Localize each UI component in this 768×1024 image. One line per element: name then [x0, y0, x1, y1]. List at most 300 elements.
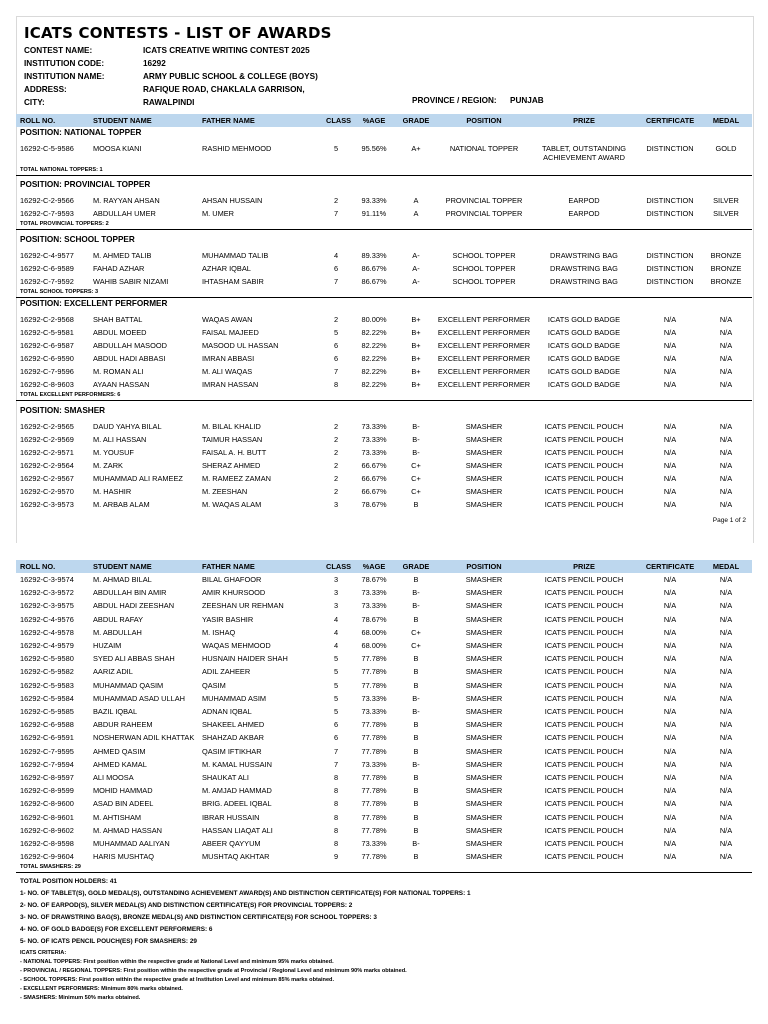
cell-position: EXCELLENT PERFORMER: [437, 380, 531, 389]
section-heading: POSITION: PROVINCIAL TOPPER: [20, 180, 151, 189]
cell-roll-no: 16292-C-6-9587: [20, 341, 74, 350]
table-header: [16, 560, 752, 573]
cell-class: 7: [333, 277, 339, 286]
cell-position: SMASHER: [465, 812, 503, 822]
cell-class: 5: [333, 328, 339, 337]
cell-father-name: M. RAMEEZ ZAMAN: [202, 474, 271, 483]
cell-grade: B: [413, 773, 419, 782]
cell-student-name: M. RAYYAN AHSAN: [93, 196, 160, 205]
cell-student-name: MUHAMMAD ASAD ULLAH: [93, 693, 185, 703]
cell-father-name: IMRAN ABBASI: [202, 354, 255, 363]
cell-father-name: IBRAR HUSSAIN: [202, 812, 260, 822]
cell-student-name: BAZIL IQBAL: [93, 707, 138, 716]
criteria-line: - EXCELLENT PERFORMERS: Minimum 80% marks obtained.: [20, 986, 183, 992]
header-percentage: %AGE: [362, 116, 386, 125]
cell-prize: ICATS PENCIL POUCH: [544, 707, 624, 716]
cell-position: SMASHER: [465, 474, 503, 483]
section-heading: POSITION: NATIONAL TOPPER: [20, 128, 142, 137]
table-row: [16, 824, 752, 837]
cell-medal: N/A: [719, 641, 733, 650]
cell-certificate: N/A: [663, 341, 677, 350]
cell-student-name: ABDULLAH MASOOD: [93, 341, 167, 350]
cell-father-name: IHTASHAM SABIR: [202, 277, 264, 286]
cell-class: 2: [333, 448, 339, 457]
cell-roll-no: 16292-C-5-9582: [20, 667, 74, 677]
info-label: INSTITUTION CODE:: [24, 59, 105, 68]
cell-prize: ICATS PENCIL POUCH: [544, 825, 624, 835]
cell-student-name: ASAD BIN ADEEL: [93, 799, 154, 809]
cell-father-name: AHSAN HUSSAIN: [202, 196, 263, 205]
cell-grade: A: [413, 196, 419, 205]
cell-student-name: ABDULLAH BIN AMIR: [93, 588, 167, 598]
cell-medal: N/A: [719, 588, 733, 598]
cell-student-name: ABDUR RAHEEM: [93, 720, 153, 730]
table-row: [16, 718, 752, 731]
cell-percentage: 73.33%: [361, 588, 387, 598]
cell-medal: N/A: [719, 461, 733, 470]
cell-percentage: 77.78%: [361, 746, 387, 756]
cell-father-name: AMIR KHURSOOD: [202, 588, 266, 598]
cell-class: 9: [333, 852, 339, 862]
cell-certificate: N/A: [663, 746, 677, 756]
cell-father-name: ZEESHAN UR REHMAN: [202, 601, 284, 611]
cell-roll-no: 16292-C-8-9598: [20, 839, 74, 848]
table-row: [16, 586, 752, 599]
cell-prize: DRAWSTRING BAG: [550, 264, 618, 273]
cell-class: 3: [333, 601, 339, 611]
cell-certificate: DISTINCTION: [646, 251, 694, 260]
cell-student-name: AHMED KAMAL: [93, 759, 147, 769]
cell-prize: ICATS GOLD BADGE: [547, 328, 621, 337]
criteria-line: - PROVINCIAL / REGIONAL TOPPERS: First position within the respective grade at Provincial / Regional Level and minimum 90% marks obtained.: [20, 968, 407, 974]
header-prize: PRIZE: [573, 116, 595, 125]
cell-certificate: N/A: [663, 759, 677, 769]
cell-student-name: SYED ALI ABBAS SHAH: [93, 654, 175, 664]
cell-class: 2: [333, 422, 339, 431]
cell-roll-no: 16292-C-2-9567: [20, 474, 74, 483]
table-row: [16, 352, 752, 365]
cell-grade: C+: [411, 641, 421, 650]
cell-prize: ICATS PENCIL POUCH: [544, 786, 624, 796]
cell-father-name: BILAL GHAFOOR: [202, 575, 262, 584]
cell-position: SMASHER: [465, 799, 503, 809]
table-row: [16, 771, 752, 784]
cell-class: 7: [333, 367, 339, 376]
cell-class: 8: [333, 839, 339, 848]
cell-roll-no: 16292-C-8-9600: [20, 799, 74, 809]
cell-father-name: YASIR BASHIR: [202, 614, 254, 624]
cell-certificate: N/A: [663, 315, 677, 324]
info-value: 16292: [143, 59, 166, 68]
cell-student-name: M. AHMAD BILAL: [93, 575, 152, 584]
cell-father-name: MUHAMMAD ASIM: [202, 693, 267, 703]
section-divider: [16, 400, 752, 401]
cell-medal: N/A: [719, 435, 733, 444]
cell-father-name: M. ALI WAQAS: [202, 367, 253, 376]
cell-grade: C+: [411, 461, 421, 470]
cell-certificate: N/A: [663, 380, 677, 389]
cell-roll-no: 16292-C-5-9585: [20, 707, 74, 716]
header-father-name: FATHER NAME: [202, 116, 255, 125]
cell-roll-no: 16292-C-5-9580: [20, 654, 74, 664]
cell-student-name: ALI MOOSA: [93, 773, 134, 782]
cell-medal: N/A: [719, 852, 733, 862]
cell-class: 8: [333, 786, 339, 796]
cell-medal: N/A: [719, 487, 733, 496]
cell-grade: B-: [412, 839, 420, 848]
cell-father-name: M. WAQAS ALAM: [202, 500, 262, 509]
cell-percentage: 73.33%: [361, 839, 387, 848]
cell-medal: N/A: [719, 601, 733, 611]
cell-class: 3: [333, 575, 339, 584]
cell-certificate: N/A: [663, 474, 677, 483]
header-position: POSITION: [466, 116, 502, 125]
cell-medal: BRONZE: [710, 264, 742, 273]
cell-father-name: QASIM: [202, 680, 226, 690]
cell-medal: N/A: [719, 474, 733, 483]
summary-line: 4- NO. OF GOLD BADGE(S) FOR EXCELLENT PERFORMERS: 6: [20, 926, 213, 933]
header-class: CLASS: [326, 562, 352, 571]
cell-father-name: QASIM IFTIKHAR: [202, 746, 262, 756]
cell-roll-no: 16292-C-8-9602: [20, 825, 74, 835]
page-title: ICATS CONTESTS - LIST OF AWARDS: [24, 24, 332, 42]
cell-student-name: AYAAN HASSAN: [93, 380, 150, 389]
cell-medal: N/A: [719, 680, 733, 690]
cell-certificate: N/A: [663, 799, 677, 809]
cell-percentage: 86.67%: [361, 277, 387, 286]
cell-medal: N/A: [719, 654, 733, 664]
section-total: TOTAL EXCELLENT PERFORMERS: 6: [20, 392, 121, 398]
cell-father-name: MASOOD UL HASSAN: [202, 341, 279, 350]
page-gap: [0, 543, 768, 558]
info-value: RAFIQUE ROAD, CHAKLALA GARRISON,: [143, 85, 305, 94]
cell-student-name: M. AHMED TALIB: [93, 251, 152, 260]
cell-roll-no: 16292-C-7-9595: [20, 746, 74, 756]
cell-percentage: 77.78%: [361, 799, 387, 809]
table-row: [16, 326, 752, 339]
cell-position: SMASHER: [465, 461, 503, 470]
cell-certificate: N/A: [663, 812, 677, 822]
cell-student-name: MUHAMMAD AALIYAN: [93, 839, 170, 848]
cell-percentage: 78.67%: [361, 575, 387, 584]
cell-father-name: SHAKEEL AHMED: [202, 720, 265, 730]
cell-certificate: N/A: [663, 693, 677, 703]
cell-percentage: 95.56%: [361, 144, 387, 153]
table-row: [16, 194, 752, 207]
header-student-name: STUDENT NAME: [93, 116, 152, 125]
cell-student-name: HARIS MUSHTAQ: [93, 852, 155, 862]
cell-father-name: WAQAS MEHMOOD: [202, 641, 271, 650]
cell-student-name: SHAH BATTAL: [93, 315, 143, 324]
cell-class: 4: [333, 627, 339, 637]
cell-prize: ICATS PENCIL POUCH: [544, 733, 624, 743]
cell-grade: B+: [411, 380, 421, 389]
cell-prize: ICATS PENCIL POUCH: [544, 667, 624, 677]
table-row: [16, 446, 752, 459]
cell-certificate: DISTINCTION: [646, 144, 694, 153]
cell-prize: ICATS PENCIL POUCH: [544, 654, 624, 664]
cell-class: 2: [333, 487, 339, 496]
cell-father-name: SHERAZ AHMED: [202, 461, 261, 470]
cell-position: SMASHER: [465, 720, 503, 730]
cell-class: 2: [333, 435, 339, 444]
cell-prize: ICATS PENCIL POUCH: [544, 487, 624, 496]
cell-certificate: DISTINCTION: [646, 209, 694, 218]
header-student-name: STUDENT NAME: [93, 562, 152, 571]
table-row: [16, 639, 752, 652]
header-medal: MEDAL: [712, 562, 740, 571]
cell-grade: B-: [412, 588, 420, 598]
cell-percentage: 82.22%: [361, 341, 387, 350]
cell-student-name: ABDUL RAFAY: [93, 614, 144, 624]
cell-roll-no: 16292-C-9-9604: [20, 852, 74, 862]
cell-position: EXCELLENT PERFORMER: [437, 341, 531, 350]
cell-percentage: 82.22%: [361, 354, 387, 363]
cell-grade: B-: [412, 759, 420, 769]
cell-grade: B: [413, 825, 419, 835]
table-row: [16, 784, 752, 797]
cell-grade: B+: [411, 315, 421, 324]
cell-student-name: ABDULLAH UMER: [93, 209, 156, 218]
cell-class: 3: [333, 500, 339, 509]
cell-roll-no: 16292-C-2-9570: [20, 487, 74, 496]
summary-line: 5- NO. OF ICATS PENCIL POUCH(ES) FOR SMASHERS: 29: [20, 938, 197, 945]
table-row: [16, 679, 752, 692]
cell-medal: N/A: [719, 328, 733, 337]
cell-roll-no: 16292-C-4-9579: [20, 641, 74, 650]
cell-prize: ICATS PENCIL POUCH: [544, 693, 624, 703]
table-row: [16, 339, 752, 352]
cell-student-name: M. ALI HASSAN: [93, 435, 147, 444]
cell-medal: N/A: [719, 667, 733, 677]
cell-position: SMASHER: [465, 448, 503, 457]
cell-percentage: 73.33%: [361, 693, 387, 703]
cell-prize: ICATS PENCIL POUCH: [544, 627, 624, 637]
cell-certificate: N/A: [663, 786, 677, 796]
cell-certificate: N/A: [663, 839, 677, 848]
cell-certificate: N/A: [663, 773, 677, 782]
cell-certificate: N/A: [663, 667, 677, 677]
table-row: [16, 837, 752, 850]
section-divider: [16, 229, 752, 230]
table-row: [16, 262, 752, 275]
cell-roll-no: 16292-C-4-9578: [20, 627, 74, 637]
header-grade: GRADE: [402, 562, 430, 571]
cell-prize: ICATS GOLD BADGE: [547, 341, 621, 350]
section-divider: [16, 297, 752, 298]
cell-class: 3: [333, 588, 339, 598]
cell-roll-no: 16292-C-7-9593: [20, 209, 74, 218]
info-label: INSTITUTION NAME:: [24, 72, 105, 81]
cell-certificate: N/A: [663, 588, 677, 598]
cell-student-name: AHMED QASIM: [93, 746, 146, 756]
table-row: [16, 745, 752, 758]
cell-prize: ICATS PENCIL POUCH: [544, 461, 624, 470]
cell-position: SMASHER: [465, 500, 503, 509]
cell-position: SMASHER: [465, 733, 503, 743]
cell-certificate: DISTINCTION: [646, 264, 694, 273]
cell-father-name: HASSAN LIAQAT ALI: [202, 825, 273, 835]
cell-grade: B: [413, 733, 419, 743]
cell-roll-no: 16292-C-6-9590: [20, 354, 74, 363]
cell-student-name: M. ABDULLAH: [93, 627, 142, 637]
info-label: CONTEST NAME:: [24, 46, 93, 55]
cell-father-name: M. KAMAL HUSSAIN: [202, 759, 272, 769]
table-row: [16, 207, 752, 220]
cell-grade: B: [413, 786, 419, 796]
header-class: CLASS: [326, 116, 352, 125]
cell-grade: B: [413, 667, 419, 677]
cell-roll-no: 16292-C-5-9584: [20, 693, 74, 703]
cell-class: 4: [333, 641, 339, 650]
cell-prize: ICATS PENCIL POUCH: [544, 680, 624, 690]
cell-class: 8: [333, 825, 339, 835]
cell-certificate: N/A: [663, 500, 677, 509]
cell-percentage: 73.33%: [361, 448, 387, 457]
summary-line: 2- NO. OF EARPOD(S), SILVER MEDAL(S) AND DISTINCTION CERTIFICATE(S) FOR PROVINCIAL TOPPERS: 2: [20, 902, 353, 909]
cell-class: 2: [333, 315, 339, 324]
cell-father-name: M. BILAL KHALID: [202, 422, 261, 431]
cell-percentage: 68.00%: [361, 627, 387, 637]
header-roll-no: ROLL NO.: [20, 562, 56, 571]
header-roll-no: ROLL NO.: [20, 116, 56, 125]
cell-prize: ICATS GOLD BADGE: [547, 367, 621, 376]
cell-grade: A: [413, 209, 419, 218]
cell-percentage: 73.33%: [361, 435, 387, 444]
cell-certificate: N/A: [663, 601, 677, 611]
cell-prize: ICATS PENCIL POUCH: [544, 852, 624, 862]
cell-roll-no: 16292-C-2-9569: [20, 435, 74, 444]
cell-class: 2: [333, 474, 339, 483]
cell-medal: N/A: [719, 746, 733, 756]
table-row: [16, 850, 752, 863]
cell-grade: A-: [412, 251, 420, 260]
cell-father-name: WAQAS AWAN: [202, 315, 253, 324]
cell-class: 8: [333, 773, 339, 782]
summary-line: TOTAL POSITION HOLDERS: 41: [20, 878, 117, 885]
cell-grade: B: [413, 500, 419, 509]
cell-prize: ICATS PENCIL POUCH: [544, 720, 624, 730]
cell-class: 2: [333, 461, 339, 470]
cell-percentage: 80.00%: [361, 315, 387, 324]
cell-medal: N/A: [719, 759, 733, 769]
cell-position: PROVINCIAL TOPPER: [445, 209, 523, 218]
cell-grade: A+: [411, 144, 421, 153]
cell-roll-no: 16292-C-2-9568: [20, 315, 74, 324]
cell-percentage: 82.22%: [361, 367, 387, 376]
cell-position: SMASHER: [465, 575, 503, 584]
cell-student-name: MUHAMMAD ALI RAMEEZ: [93, 474, 183, 483]
cell-grade: B: [413, 812, 419, 822]
cell-position: NATIONAL TOPPER: [449, 144, 519, 153]
cell-position: SMASHER: [465, 487, 503, 496]
table-row: [16, 249, 752, 262]
info-label: CITY:: [24, 98, 45, 107]
cell-medal: N/A: [719, 733, 733, 743]
cell-certificate: DISTINCTION: [646, 196, 694, 205]
cell-position: EXCELLENT PERFORMER: [437, 328, 531, 337]
cell-medal: N/A: [719, 500, 733, 509]
cell-roll-no: 16292-C-2-9571: [20, 448, 74, 457]
cell-roll-no: 16292-C-8-9601: [20, 812, 74, 822]
cell-class: 7: [333, 209, 339, 218]
cell-medal: N/A: [719, 720, 733, 730]
cell-father-name: FAISAL A. H. BUTT: [202, 448, 267, 457]
table-row: [16, 797, 752, 810]
cell-prize: ICATS PENCIL POUCH: [544, 759, 624, 769]
cell-percentage: 66.67%: [361, 474, 387, 483]
cell-class: 6: [333, 720, 339, 730]
cell-student-name: AARIZ ADIL: [93, 667, 133, 677]
cell-percentage: 66.67%: [361, 487, 387, 496]
cell-student-name: HUZAIM: [93, 641, 122, 650]
cell-prize: ICATS PENCIL POUCH: [544, 435, 624, 444]
cell-class: 5: [333, 693, 339, 703]
cell-roll-no: 16292-C-6-9588: [20, 720, 74, 730]
cell-certificate: N/A: [663, 627, 677, 637]
cell-roll-no: 16292-C-6-9591: [20, 733, 74, 743]
cell-prize: ICATS PENCIL POUCH: [544, 601, 624, 611]
cell-certificate: N/A: [663, 448, 677, 457]
cell-class: 8: [333, 812, 339, 822]
cell-percentage: 77.78%: [361, 720, 387, 730]
cell-position: SMASHER: [465, 654, 503, 664]
header-position: POSITION: [466, 562, 502, 571]
header-prize: PRIZE: [573, 562, 595, 571]
cell-father-name: SHAHZAD AKBAR: [202, 733, 265, 743]
cell-class: 4: [333, 614, 339, 624]
cell-student-name: MOHID HAMMAD: [93, 786, 153, 796]
cell-father-name: BRIG. ADEEL IQBAL: [202, 799, 272, 809]
smasher-total: TOTAL SMASHERS: 29: [20, 864, 81, 871]
cell-roll-no: 16292-C-2-9566: [20, 196, 74, 205]
cell-medal: BRONZE: [710, 277, 742, 286]
cell-class: 7: [333, 746, 339, 756]
cell-grade: B+: [411, 354, 421, 363]
cell-prize: ICATS PENCIL POUCH: [544, 641, 624, 650]
cell-grade: B: [413, 799, 419, 809]
header-medal: MEDAL: [712, 116, 740, 125]
cell-student-name: M. HASHIR: [93, 487, 132, 496]
cell-grade: C+: [411, 627, 421, 637]
cell-father-name: IMRAN HASSAN: [202, 380, 259, 389]
cell-prize: ICATS PENCIL POUCH: [544, 746, 624, 756]
cell-class: 5: [333, 654, 339, 664]
header-certificate: CERTIFICATE: [645, 562, 695, 571]
cell-percentage: 77.78%: [361, 654, 387, 664]
cell-student-name: WAHIB SABIR NIZAMI: [93, 277, 169, 286]
cell-prize: ICATS PENCIL POUCH: [544, 614, 624, 624]
province-label: PROVINCE / REGION:: [412, 96, 497, 105]
cell-grade: B+: [411, 341, 421, 350]
cell-student-name: ABDUL HADI ZEESHAN: [93, 601, 175, 611]
cell-position: EXCELLENT PERFORMER: [437, 367, 531, 376]
cell-grade: B: [413, 746, 419, 756]
cell-medal: SILVER: [713, 209, 739, 218]
cell-certificate: N/A: [663, 487, 677, 496]
cell-grade: B: [413, 654, 419, 664]
summary-line: 3- NO. OF DRAWSTRING BAG(S), BRONZE MEDAL(S) AND DISTINCTION CERTIFICATE(S) FOR SCHOOL TOPPERS: 3: [20, 914, 377, 921]
table-row: [16, 378, 752, 391]
cell-position: SMASHER: [465, 693, 503, 703]
cell-grade: B+: [411, 367, 421, 376]
table-row: [16, 433, 752, 446]
cell-certificate: DISTINCTION: [646, 277, 694, 286]
cell-certificate: N/A: [663, 707, 677, 716]
cell-position: PROVINCIAL TOPPER: [445, 196, 523, 205]
cell-certificate: N/A: [663, 354, 677, 363]
cell-certificate: N/A: [663, 720, 677, 730]
